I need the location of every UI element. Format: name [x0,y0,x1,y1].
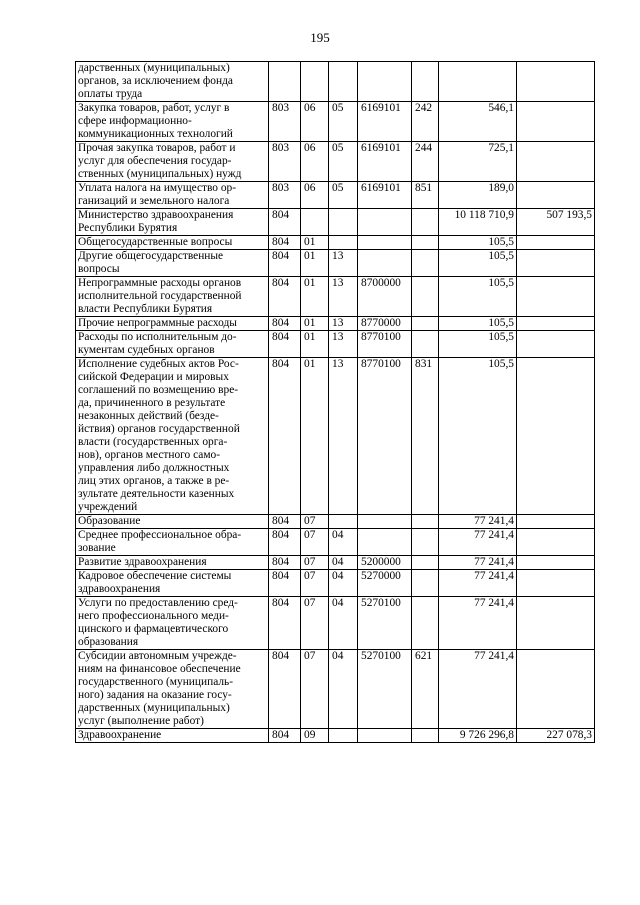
amount-second-cell [517,182,595,209]
subsection-code-cell: 13 [329,277,358,317]
amount-cell [439,62,517,102]
expense-type-cell [412,209,439,236]
amount-second-cell [517,650,595,729]
section-code-cell: 06 [301,102,329,142]
section-code-cell: 06 [301,182,329,209]
table-row [76,317,595,331]
amount-second-cell [517,317,595,331]
section-code-cell: 07 [301,556,329,570]
row-name-cell: Исполнение судебных актов Рос- сийской Федерации и мировых соглашений по возмещению вре- да, причиненного в результате незаконных действий (безде- йствия) органов государственной власти (государственных орга- нов), органов местного само- управления либо должностных лиц этих органов, а также в ре- зультате деятельности казенных учреждений [76,358,269,515]
row-name-cell: Министерство здравоохранения Республики Бурятия [76,209,269,236]
subsection-code-cell: 13 [329,358,358,515]
row-name-cell: Среднее профессиональное обра- зование [76,529,269,556]
amount-second-cell [517,597,595,650]
amount-second-cell [517,570,595,597]
subsection-code-cell [329,62,358,102]
article-code-cell: 5200000 [358,556,412,570]
subsection-code-cell: 13 [329,331,358,358]
ministry-code-cell: 804 [269,331,301,358]
article-code-cell [358,515,412,529]
amount-second-cell: 507 193,5 [517,209,595,236]
subsection-code-cell: 05 [329,102,358,142]
subsection-code-cell: 04 [329,570,358,597]
table-row [76,529,595,556]
amount-cell: 77 241,4 [439,515,517,529]
article-code-cell: 5270100 [358,650,412,729]
amount-second-cell [517,142,595,182]
row-name-cell: Прочие непрограммные расходы [76,317,269,331]
expense-type-cell [412,529,439,556]
subsection-code-cell [329,209,358,236]
amount-cell: 725,1 [439,142,517,182]
article-code-cell: 6169101 [358,102,412,142]
subsection-code-cell [329,515,358,529]
article-code-cell: 8770100 [358,358,412,515]
expense-type-cell [412,331,439,358]
section-code-cell: 01 [301,358,329,515]
amount-second-cell [517,556,595,570]
row-name-cell: Здравоохранение [76,729,269,743]
expense-type-cell: 831 [412,358,439,515]
section-code-cell: 01 [301,317,329,331]
article-code-cell: 5270100 [358,597,412,650]
row-name-cell: Услуги по предоставлению сред- него профессионального меди- цинского и фармацевтического образования [76,597,269,650]
table-row [76,331,595,358]
ministry-code-cell: 804 [269,729,301,743]
page-number: 195 [310,30,330,45]
article-code-cell [358,236,412,250]
row-name-cell: Закупка товаров, работ, услуг в сфере информационно- коммуникационных технологий [76,102,269,142]
row-name-cell: Субсидии автономным учрежде- ниям на финансовое обеспечение государственного (муниципаль- ного) задания на оказание госу- дарственных (муниципальных) услуг (выполнение работ) [76,650,269,729]
table-row [76,236,595,250]
ministry-code-cell: 804 [269,317,301,331]
amount-cell: 77 241,4 [439,570,517,597]
amount-cell: 105,5 [439,277,517,317]
table-row [76,515,595,529]
subsection-code-cell: 04 [329,556,358,570]
row-name-cell: Прочая закупка товаров, работ и услуг для обеспечения государ- ственных (муниципальных) нужд [76,142,269,182]
ministry-code-cell: 804 [269,250,301,277]
amount-cell: 77 241,4 [439,597,517,650]
table-row [76,277,595,317]
amount-second-cell [517,250,595,277]
row-name-cell: дарственных (муниципальных) органов, за исключением фонда оплаты труда [76,62,269,102]
ministry-code-cell: 803 [269,142,301,182]
section-code-cell: 01 [301,236,329,250]
ministry-code-cell: 803 [269,182,301,209]
amount-cell: 77 241,4 [439,650,517,729]
amount-second-cell [517,358,595,515]
budget-table [75,61,595,743]
section-code-cell: 07 [301,570,329,597]
expense-type-cell [412,515,439,529]
table-row [76,102,595,142]
ministry-code-cell: 804 [269,556,301,570]
section-code-cell: 07 [301,650,329,729]
article-code-cell: 6169101 [358,142,412,182]
article-code-cell: 5270000 [358,570,412,597]
article-code-cell: 8700000 [358,277,412,317]
table-row [76,250,595,277]
subsection-code-cell: 13 [329,250,358,277]
section-code-cell: 01 [301,331,329,358]
expense-type-cell: 242 [412,102,439,142]
amount-second-cell [517,102,595,142]
amount-cell: 546,1 [439,102,517,142]
expense-type-cell [412,250,439,277]
table-row [76,209,595,236]
subsection-code-cell: 13 [329,317,358,331]
table-row [76,597,595,650]
table-row [76,650,595,729]
ministry-code-cell: 804 [269,358,301,515]
amount-cell: 10 118 710,9 [439,209,517,236]
amount-cell: 105,5 [439,358,517,515]
amount-cell: 9 726 296,8 [439,729,517,743]
subsection-code-cell: 05 [329,182,358,209]
subsection-code-cell: 04 [329,597,358,650]
expense-type-cell [412,317,439,331]
ministry-code-cell: 804 [269,650,301,729]
expense-type-cell [412,62,439,102]
table-row [76,729,595,743]
amount-second-cell [517,62,595,102]
article-code-cell [358,529,412,556]
expense-type-cell: 244 [412,142,439,182]
amount-second-cell [517,236,595,250]
article-code-cell: 6169101 [358,182,412,209]
table-row [76,182,595,209]
amount-cell: 105,5 [439,331,517,358]
table-body [76,62,595,743]
ministry-code-cell: 804 [269,597,301,650]
table-row [76,62,595,102]
row-name-cell: Уплата налога на имущество ор- ганизаций и земельного налога [76,182,269,209]
amount-second-cell [517,515,595,529]
ministry-code-cell: 804 [269,529,301,556]
row-name-cell: Другие общегосударственные вопросы [76,250,269,277]
article-code-cell [358,209,412,236]
table-row [76,142,595,182]
amount-second-cell: 227 078,3 [517,729,595,743]
amount-second-cell [517,529,595,556]
subsection-code-cell [329,729,358,743]
row-name-cell: Непрограммные расходы органов исполнительной государственной власти Республики Бурятия [76,277,269,317]
ministry-code-cell: 804 [269,515,301,529]
section-code-cell: 07 [301,529,329,556]
section-code-cell: 01 [301,250,329,277]
amount-cell: 105,5 [439,317,517,331]
subsection-code-cell: 04 [329,650,358,729]
expense-type-cell [412,570,439,597]
expense-type-cell [412,277,439,317]
ministry-code-cell: 803 [269,102,301,142]
expense-type-cell [412,729,439,743]
row-name-cell: Общегосударственные вопросы [76,236,269,250]
ministry-code-cell: 804 [269,236,301,250]
section-code-cell [301,209,329,236]
amount-cell: 77 241,4 [439,556,517,570]
article-code-cell: 8770000 [358,317,412,331]
article-code-cell: 8770100 [358,331,412,358]
expense-type-cell [412,556,439,570]
ministry-code-cell: 804 [269,277,301,317]
row-name-cell: Образование [76,515,269,529]
section-code-cell: 07 [301,515,329,529]
section-code-cell: 07 [301,597,329,650]
row-name-cell: Кадровое обеспечение системы здравоохранения [76,570,269,597]
amount-cell: 77 241,4 [439,529,517,556]
table-row [76,556,595,570]
article-code-cell [358,62,412,102]
amount-second-cell [517,277,595,317]
expense-type-cell [412,597,439,650]
ministry-code-cell: 804 [269,570,301,597]
row-name-cell: Расходы по исполнительным до- кументам судебных органов [76,331,269,358]
article-code-cell [358,729,412,743]
expense-type-cell: 621 [412,650,439,729]
table-row [76,570,595,597]
table-row [76,358,595,515]
section-code-cell: 01 [301,277,329,317]
subsection-code-cell: 04 [329,529,358,556]
amount-cell: 105,5 [439,236,517,250]
subsection-code-cell [329,236,358,250]
section-code-cell [301,62,329,102]
section-code-cell: 09 [301,729,329,743]
ministry-code-cell: 804 [269,209,301,236]
amount-cell: 105,5 [439,250,517,277]
amount-cell: 189,0 [439,182,517,209]
ministry-code-cell [269,62,301,102]
expense-type-cell [412,236,439,250]
article-code-cell [358,250,412,277]
row-name-cell: Развитие здравоохранения [76,556,269,570]
expense-type-cell: 851 [412,182,439,209]
subsection-code-cell: 05 [329,142,358,182]
amount-second-cell [517,331,595,358]
section-code-cell: 06 [301,142,329,182]
